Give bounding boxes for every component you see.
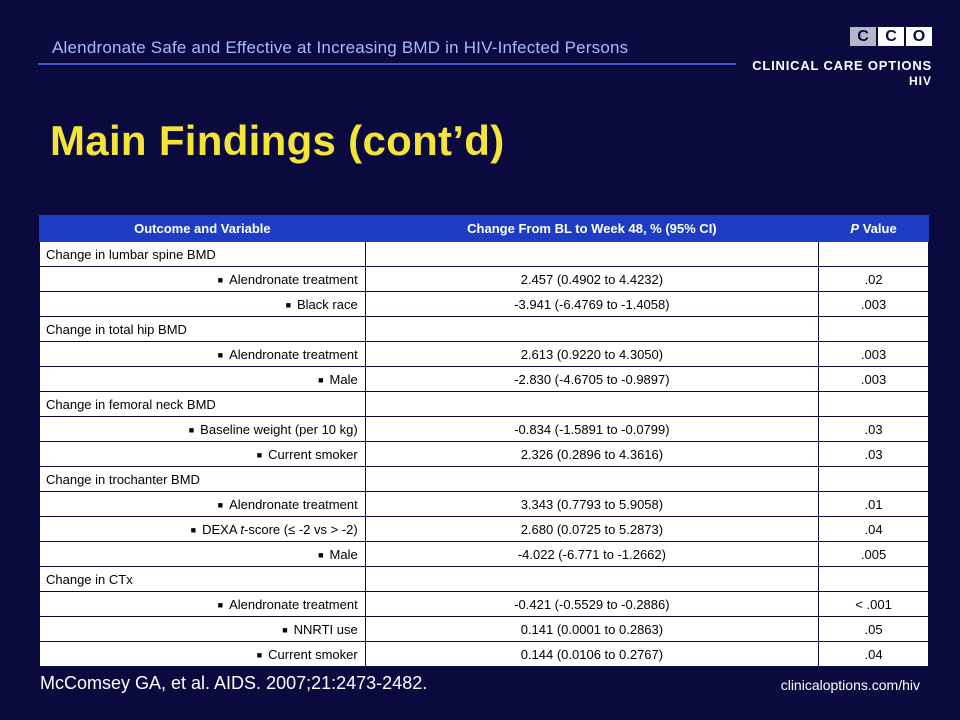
column-header-change: Change From BL to Week 48, % (95% CI) bbox=[365, 216, 818, 242]
p-value-cell: .003 bbox=[819, 292, 929, 317]
table-row bbox=[40, 292, 929, 317]
bullet-icon: ■ bbox=[318, 549, 324, 560]
p-value-cell: .04 bbox=[819, 517, 929, 542]
outcome-cell bbox=[40, 392, 366, 417]
variable-label: Change in lumbar spine BMD bbox=[46, 246, 216, 262]
p-value-cell bbox=[819, 392, 929, 417]
change-cell bbox=[365, 242, 818, 267]
table-row bbox=[40, 242, 929, 267]
table-row bbox=[40, 642, 929, 667]
change-cell: -0.421 (-0.5529 to -0.2886) bbox=[365, 592, 818, 617]
table-row bbox=[40, 442, 929, 467]
bullet-icon: ■ bbox=[217, 499, 224, 510]
table-row bbox=[40, 517, 929, 542]
bullet-icon: ■ bbox=[190, 524, 197, 535]
change-cell: -3.941 (-6.4769 to -1.4058) bbox=[365, 292, 818, 317]
bullet-icon: ■ bbox=[318, 374, 324, 385]
bullet-icon: ■ bbox=[282, 624, 288, 635]
p-value-cell: < .001 bbox=[819, 592, 929, 617]
findings-table bbox=[39, 215, 929, 667]
variable-label: Alendronate treatment bbox=[229, 271, 358, 287]
change-cell: -4.022 (-6.771 to -1.2662) bbox=[365, 542, 818, 567]
p-value-cell: .05 bbox=[819, 617, 929, 642]
p-value-cell: .03 bbox=[819, 417, 929, 442]
table-row bbox=[40, 492, 929, 517]
bullet-icon: ■ bbox=[188, 424, 195, 435]
p-value-cell: .02 bbox=[819, 267, 929, 292]
variable-label: Male bbox=[329, 546, 358, 562]
bullet-icon: ■ bbox=[256, 449, 263, 460]
logo-letter-boxes bbox=[850, 27, 932, 46]
column-header-p-value: P Value bbox=[819, 216, 929, 242]
table-row bbox=[40, 317, 929, 342]
change-cell: -2.830 (-4.6705 to -0.9897) bbox=[365, 367, 818, 392]
variable-cell bbox=[40, 642, 366, 667]
table-body bbox=[40, 242, 929, 667]
variable-cell bbox=[40, 417, 366, 442]
variable-label: Current smoker bbox=[268, 646, 358, 662]
variable-cell bbox=[40, 592, 366, 617]
variable-label: Alendronate treatment bbox=[229, 496, 358, 512]
p-value-cell bbox=[819, 567, 929, 592]
variable-cell bbox=[40, 342, 366, 367]
table-row bbox=[40, 592, 929, 617]
column-header-outcome: Outcome and Variable bbox=[40, 216, 366, 242]
change-cell: 0.141 (0.0001 to 0.2863) bbox=[365, 617, 818, 642]
p-value-cell: .04 bbox=[819, 642, 929, 667]
citation: McComsey GA, et al. AIDS. 2007;21:2473-2482. bbox=[40, 673, 428, 693]
p-value-cell bbox=[819, 317, 929, 342]
variable-label: Current smoker bbox=[268, 446, 358, 462]
clinical-care-options-logo bbox=[752, 27, 936, 89]
variable-label: Baseline weight (per 10 kg) bbox=[200, 421, 358, 437]
bullet-icon: ■ bbox=[285, 299, 291, 310]
logo-subtext: HIV bbox=[908, 74, 932, 88]
p-value-cell bbox=[819, 242, 929, 267]
change-cell bbox=[365, 317, 818, 342]
table-row bbox=[40, 267, 929, 292]
variable-label: Change in CTx bbox=[46, 571, 133, 587]
table-row bbox=[40, 567, 929, 592]
change-cell: 0.144 (0.0106 to 0.2767) bbox=[365, 642, 818, 667]
variable-cell bbox=[40, 492, 366, 517]
table-header-row bbox=[40, 216, 929, 242]
variable-cell bbox=[40, 442, 366, 467]
variable-cell bbox=[40, 367, 366, 392]
variable-cell bbox=[40, 267, 366, 292]
variable-cell bbox=[40, 617, 366, 642]
header-title: Alendronate Safe and Effective at Increasing BMD in HIV-Infected Persons bbox=[52, 38, 629, 57]
variable-label: Change in trochanter BMD bbox=[46, 471, 200, 487]
bullet-icon: ■ bbox=[217, 349, 224, 360]
bullet-icon: ■ bbox=[256, 649, 263, 660]
logo-letter: O bbox=[906, 27, 932, 46]
p-value-cell: .005 bbox=[819, 542, 929, 567]
change-cell: 3.343 (0.7793 to 5.9058) bbox=[365, 492, 818, 517]
outcome-cell bbox=[40, 317, 366, 342]
variable-cell bbox=[40, 292, 366, 317]
change-cell bbox=[365, 567, 818, 592]
variable-label: Alendronate treatment bbox=[229, 346, 358, 362]
change-cell bbox=[365, 392, 818, 417]
change-cell: 2.613 (0.9220 to 4.3050) bbox=[365, 342, 818, 367]
change-cell: -0.834 (-1.5891 to -0.0799) bbox=[365, 417, 818, 442]
outcome-cell bbox=[40, 467, 366, 492]
p-value-cell bbox=[819, 467, 929, 492]
logo-letter: C bbox=[850, 27, 876, 46]
p-value-cell: .03 bbox=[819, 442, 929, 467]
p-value-cell: .01 bbox=[819, 492, 929, 517]
variable-cell bbox=[40, 542, 366, 567]
p-value-cell: .003 bbox=[819, 342, 929, 367]
variable-label: Alendronate treatment bbox=[229, 596, 358, 612]
logo-letter: C bbox=[878, 27, 904, 46]
variable-label: DEXA t-score (≤ -2 vs > -2) bbox=[202, 521, 358, 537]
table-row bbox=[40, 392, 929, 417]
variable-label: NNRTI use bbox=[293, 621, 358, 637]
variable-label: Change in total hip BMD bbox=[46, 321, 187, 337]
table-row bbox=[40, 342, 929, 367]
variable-cell bbox=[40, 517, 366, 542]
table-row bbox=[40, 542, 929, 567]
logo-text: CLINICAL CARE OPTIONS bbox=[752, 58, 932, 73]
bullet-icon: ■ bbox=[217, 274, 224, 285]
table-row bbox=[40, 617, 929, 642]
slide-title: Main Findings (cont’d) bbox=[50, 117, 505, 164]
outcome-cell bbox=[40, 242, 366, 267]
variable-label: Black race bbox=[297, 296, 358, 312]
variable-label: Male bbox=[329, 371, 358, 387]
change-cell: 2.680 (0.0725 to 5.2873) bbox=[365, 517, 818, 542]
bullet-icon: ■ bbox=[217, 599, 224, 610]
table-row bbox=[40, 467, 929, 492]
header-divider bbox=[38, 63, 736, 65]
change-cell: 2.326 (0.2896 to 4.3616) bbox=[365, 442, 818, 467]
outcome-cell bbox=[40, 567, 366, 592]
site-url: clinicaloptions.com/hiv bbox=[780, 677, 920, 693]
p-value-cell: .003 bbox=[819, 367, 929, 392]
variable-label: Change in femoral neck BMD bbox=[46, 396, 216, 412]
change-cell bbox=[365, 467, 818, 492]
table-row bbox=[40, 367, 929, 392]
change-cell: 2.457 (0.4902 to 4.4232) bbox=[365, 267, 818, 292]
table-row bbox=[40, 417, 929, 442]
